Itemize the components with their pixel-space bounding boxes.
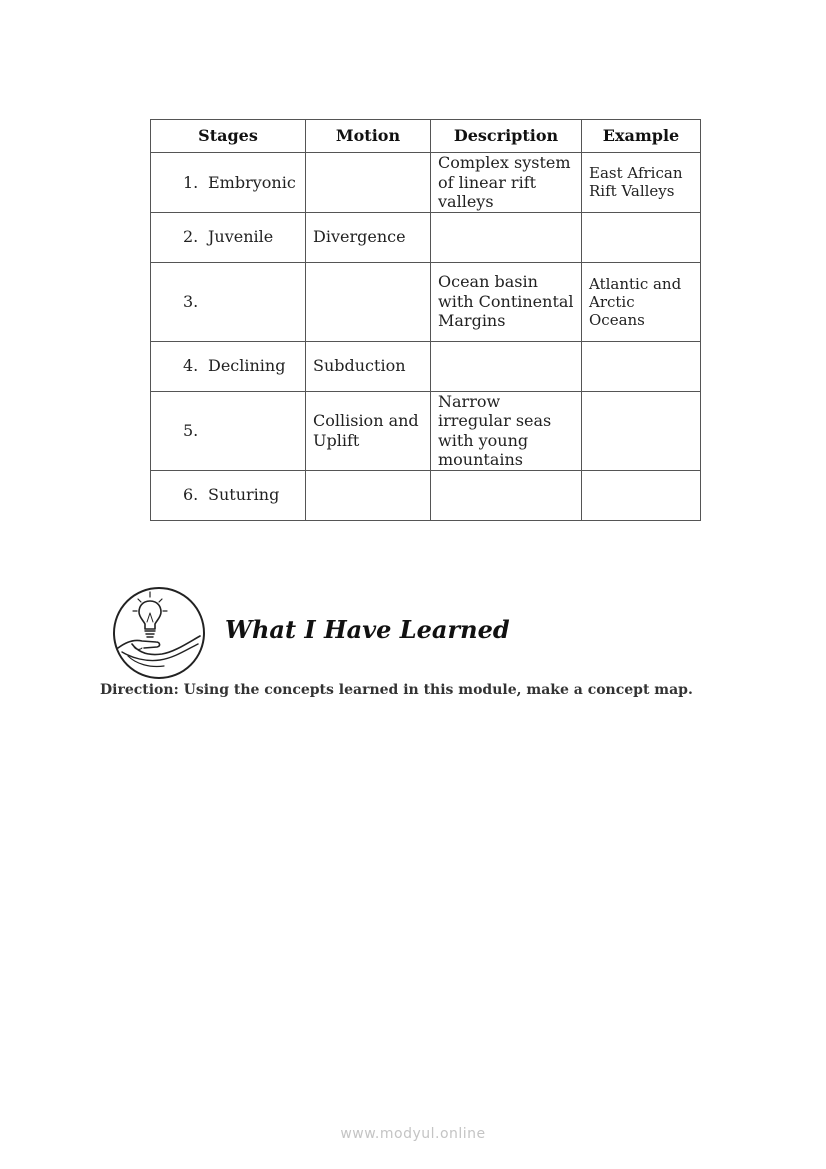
motion-cell: Divergence xyxy=(306,212,431,262)
table-row xyxy=(151,153,701,213)
example-cell xyxy=(582,212,701,262)
stage-name: Suturing xyxy=(208,485,280,505)
description-cell: Complex system of linear rift valleys xyxy=(431,153,582,213)
description-cell xyxy=(431,341,582,391)
example-cell xyxy=(582,391,701,470)
description-cell xyxy=(431,470,582,520)
example-cell xyxy=(582,470,701,520)
table-row xyxy=(151,391,701,470)
header-example: Example xyxy=(582,120,701,153)
description-cell: Ocean basin with Continental Margins xyxy=(431,262,582,341)
direction-text: Direction: Using the concepts learned in this module, make a concept map. xyxy=(100,682,693,698)
table-row xyxy=(151,341,701,391)
stage-number: 6. xyxy=(183,485,199,505)
motion-cell xyxy=(306,153,431,213)
stage-number: 2. xyxy=(183,227,199,247)
motion-cell xyxy=(306,470,431,520)
stage-number: 1. xyxy=(183,172,199,192)
stage-cell xyxy=(151,470,306,520)
wilson-cycle-table xyxy=(150,119,701,521)
motion-cell: Collision and Uplift xyxy=(306,391,431,470)
stage-cell xyxy=(151,153,306,213)
lightbulb-in-hand-icon xyxy=(112,586,206,680)
table-row xyxy=(151,470,701,520)
motion-cell xyxy=(306,262,431,341)
stage-name: Declining xyxy=(208,356,286,376)
motion-cell: Subduction xyxy=(306,341,431,391)
stage-number: 5. xyxy=(183,420,199,440)
header-description: Description xyxy=(431,120,582,153)
header-stages: Stages xyxy=(151,120,306,153)
table-header-row xyxy=(151,120,701,153)
description-cell: Narrow irregular seas with young mountains xyxy=(431,391,582,470)
stage-cell xyxy=(151,391,306,470)
section-title: What I Have Learned xyxy=(225,615,510,644)
stage-name: Embryonic xyxy=(208,172,296,192)
description-cell xyxy=(431,212,582,262)
watermark: www.modyul.online xyxy=(340,1126,486,1142)
stage-cell xyxy=(151,262,306,341)
stage-cell xyxy=(151,212,306,262)
table-row xyxy=(151,262,701,341)
table-row xyxy=(151,212,701,262)
example-cell: East African Rift Valleys xyxy=(582,153,701,213)
example-cell xyxy=(582,341,701,391)
example-cell: Atlantic and Arctic Oceans xyxy=(582,262,701,341)
header-motion: Motion xyxy=(306,120,431,153)
stage-cell xyxy=(151,341,306,391)
stage-name: Juvenile xyxy=(208,227,274,247)
stage-number: 3. xyxy=(183,291,199,311)
stage-number: 4. xyxy=(183,356,199,376)
